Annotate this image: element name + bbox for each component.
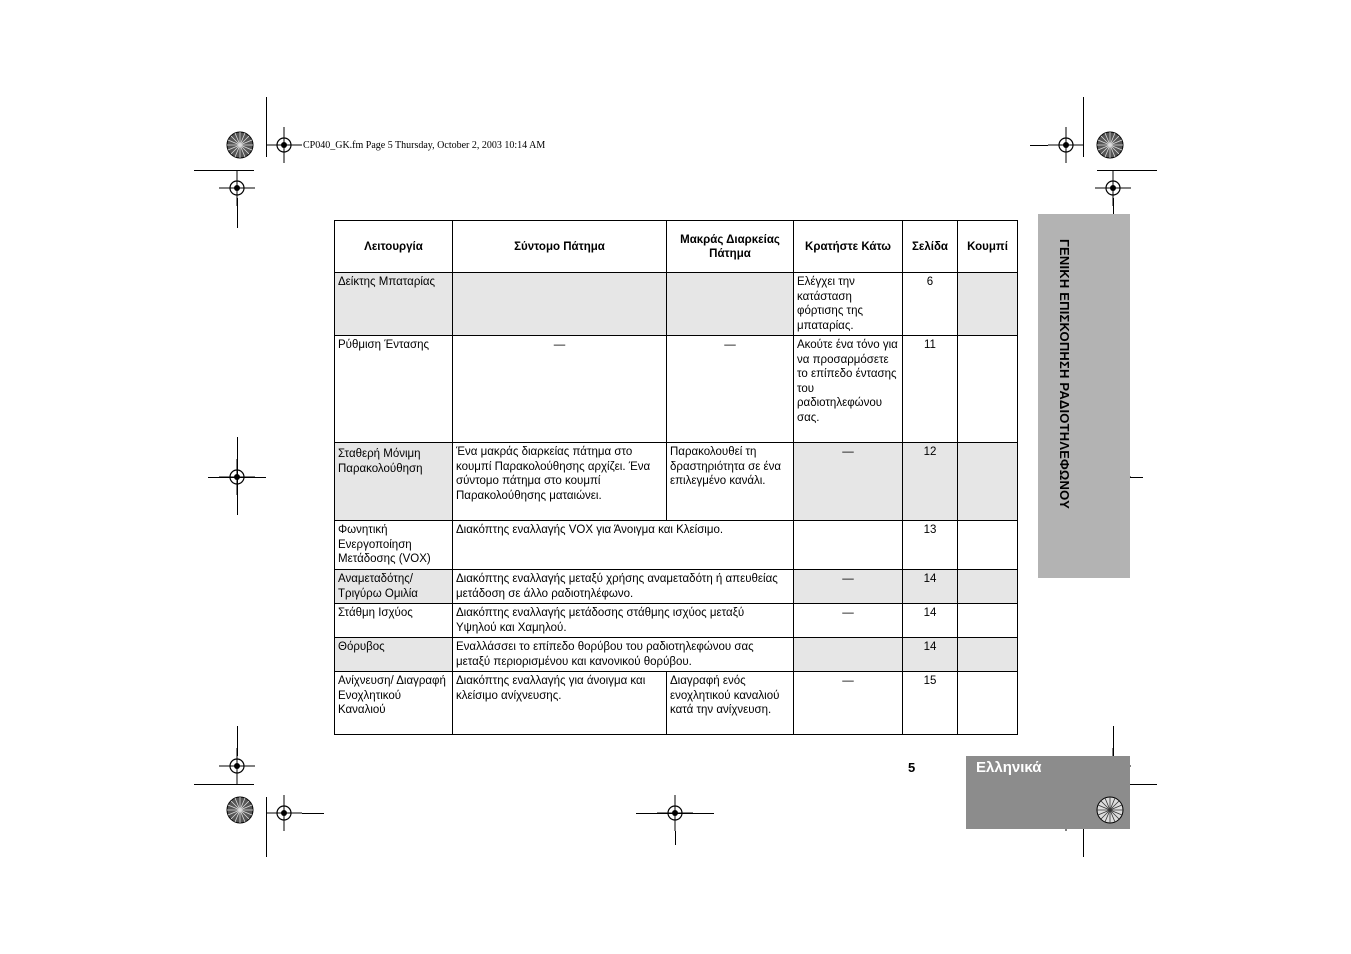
header-long-press: Μακράς Διαρκείας Πάτημα	[667, 221, 794, 273]
table-row	[335, 604, 1018, 638]
cell-button	[958, 604, 1018, 638]
cell-hold-down: Ελέγχει την κατάσταση φόρτισης της μπαταρίας.	[794, 273, 903, 336]
function-table	[334, 220, 1018, 735]
cell-page: 14	[903, 604, 958, 638]
cell-long-press	[667, 273, 794, 336]
cell-function: Στάθμη Ισχύος	[335, 604, 453, 638]
cell-long-press: Διαγραφή ενός ενοχλητικού καναλιού κατά την ανίχνευση.	[667, 672, 794, 735]
print-header: CP040_GK.fm Page 5 Thursday, October 2, 2003 10:14 AM	[303, 140, 546, 151]
table-row	[335, 336, 1018, 443]
crop-line	[237, 198, 238, 228]
star-target-icon	[1096, 131, 1124, 159]
cell-function: Ρύθμιση Έντασης	[335, 336, 453, 443]
cell-page: 14	[903, 570, 958, 604]
cell-page: 14	[903, 638, 958, 672]
cell-hold-down: —	[794, 443, 903, 521]
table-row	[335, 672, 1018, 735]
cell-page: 15	[903, 672, 958, 735]
star-target-icon	[226, 131, 254, 159]
registration-mark-icon	[266, 127, 302, 163]
cell-hold-down: —	[794, 672, 903, 735]
crop-line	[636, 813, 714, 814]
cell-function: Αναμεταδότης/ Τριγύρω Ομιλία	[335, 570, 453, 604]
cell-short-press: —	[453, 336, 667, 443]
table-row	[335, 570, 1018, 604]
cell-button	[958, 273, 1018, 336]
cell-description: Εναλλάσσει το επίπεδο θορύβου του ραδιοτηλεφώνου σας μεταξύ περιορισμένου και κανονικού θορύβου.	[453, 638, 794, 672]
crop-line	[302, 813, 324, 814]
table-header-row	[335, 221, 1018, 273]
cell-button	[958, 521, 1018, 570]
cell-function	[335, 443, 453, 521]
cell-page: 11	[903, 336, 958, 443]
header-short-press: Σύντομο Πάτημα	[453, 221, 667, 273]
cell-hold-down	[794, 521, 903, 570]
cell-function: Θόρυβος	[335, 638, 453, 672]
registration-mark-icon	[266, 795, 302, 831]
crop-line	[1113, 726, 1114, 756]
crop-line	[237, 437, 238, 515]
cell-description-text: Διακόπτης εναλλαγής μετάδοσης στάθμης ισχύος μεταξύ Υψηλού και Χαμηλού.	[456, 607, 745, 634]
table-row	[335, 443, 1018, 521]
crop-line	[194, 784, 254, 785]
header-page: Σελίδα	[903, 221, 958, 273]
cell-button	[958, 672, 1018, 735]
crop-line	[208, 477, 266, 478]
cell-description: Διακόπτης εναλλαγής VOX για Άνοιγμα και Κλείσιμο.	[453, 521, 794, 570]
cell-button	[958, 336, 1018, 443]
header-function: Λειτουργία	[335, 221, 453, 273]
cell-hold-down	[794, 638, 903, 672]
header-button: Κουμπί	[958, 221, 1018, 273]
star-target-icon	[1096, 796, 1124, 824]
cell-function: Φωνητική Ενεργοποίηση Μετάδοσης (VOX)	[335, 521, 453, 570]
cell-long-press: Παρακολουθεί τη δραστηριότητα σε ένα επιλεγμένο κανάλι.	[667, 443, 794, 521]
cell-short-press: Διακόπτης εναλλαγής για άνοιγμα και κλείσιμο ανίχνευσης.	[453, 672, 667, 735]
table-row	[335, 273, 1018, 336]
crop-line	[675, 831, 676, 845]
cell-short-press: Ένα μακράς διαρκείας πάτημα στο κουμπί Παρακολούθησης αρχίζει. Ένα σύντομο πάτημα στο κουμπί Παρακολούθησης ματαιώνει.	[453, 443, 667, 521]
cell-description: Διακόπτης εναλλαγής μεταξύ χρήσης αναμεταδότη ή απευθείας μετάδοση σε άλλο ραδιοτηλέφωνο.	[453, 570, 794, 604]
cell-page: 6	[903, 273, 958, 336]
table-row	[335, 638, 1018, 672]
crop-line	[237, 726, 238, 756]
cell-button	[958, 570, 1018, 604]
header-hold-down: Κρατήστε Κάτω	[794, 221, 903, 273]
language-label: Ελληνικά	[976, 759, 1042, 776]
table-row	[335, 521, 1018, 570]
registration-mark-icon	[1048, 127, 1084, 163]
cell-short-press	[453, 273, 667, 336]
cell-function-text: Σταθερή Μόνιμη Παρακολούθηση	[338, 448, 423, 475]
page-number: 5	[908, 760, 916, 775]
cell-button	[958, 443, 1018, 521]
crop-line	[1030, 145, 1048, 146]
cell-description	[453, 604, 794, 638]
star-target-icon	[226, 796, 254, 824]
cell-long-press: —	[667, 336, 794, 443]
side-tab-title: ΓΕΝΙΚΗ ΕΠΙΣΚΟΠΗΣΗ ΡΑΔΙΟΤΗΛΕΦΩΝΟΥ	[1057, 239, 1072, 509]
cell-hold-down: Ακούτε ένα τόνο για να προσαρμόσετε το επίπεδο έντασης του ραδιοτηλεφώνου σας.	[794, 336, 903, 443]
cell-page: 12	[903, 443, 958, 521]
cell-function: Ανίχνευση/ Διαγραφή Ενοχλητικού Καναλιού	[335, 672, 453, 735]
cell-hold-down: —	[794, 570, 903, 604]
cell-hold-down: —	[794, 604, 903, 638]
cell-button	[958, 638, 1018, 672]
cell-function: Δείκτης Μπαταρίας	[335, 273, 453, 336]
cell-page: 13	[903, 521, 958, 570]
